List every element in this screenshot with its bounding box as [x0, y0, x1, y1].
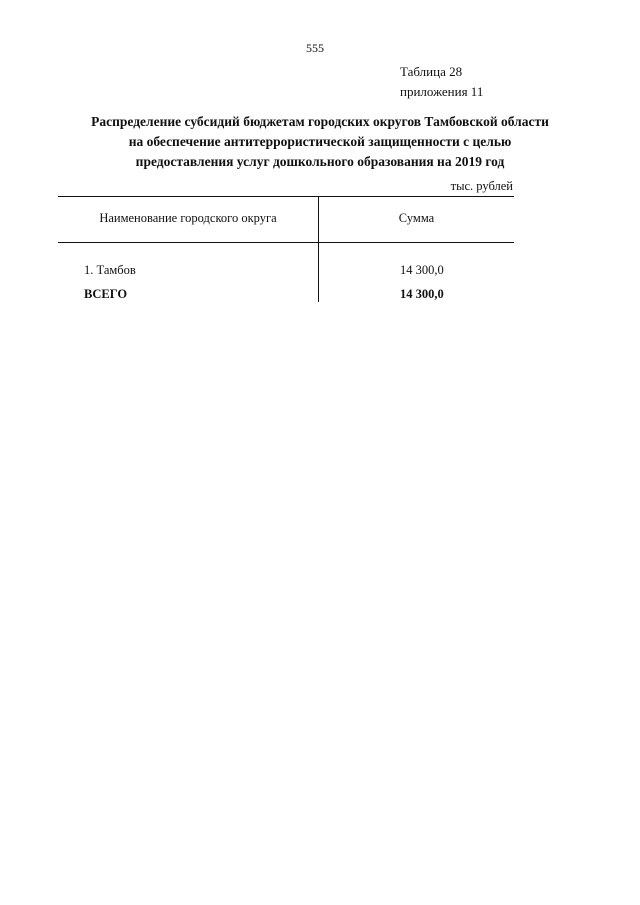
table-reference — [400, 62, 483, 102]
table-header-rule — [58, 242, 514, 243]
row-district-name: 1. Тамбов — [84, 263, 136, 277]
units-label: тыс. рублей — [450, 179, 513, 193]
table-top-rule — [58, 196, 514, 197]
title-line-2: на обеспечение антитеррористической защищенности с целью — [128, 134, 512, 149]
header-sum: Сумма — [398, 211, 435, 225]
row-sum: 14 300,0 — [400, 263, 444, 277]
page-number: 555 — [306, 41, 324, 55]
header-district-name: Наименование городского округа — [99, 211, 277, 225]
title-line-3: предоставления услуг дошкольного образования на 2019 год — [135, 154, 505, 169]
table-reference-line-2: приложения 11 — [400, 84, 484, 99]
total-sum: 14 300,0 — [400, 287, 444, 301]
title-line-1: Распределение субсидий бюджетам городских округов Тамбовской области — [91, 114, 549, 129]
table-reference-line-1: Таблица 28 — [400, 64, 463, 79]
document-title — [40, 112, 600, 172]
total-label: ВСЕГО — [84, 287, 128, 301]
